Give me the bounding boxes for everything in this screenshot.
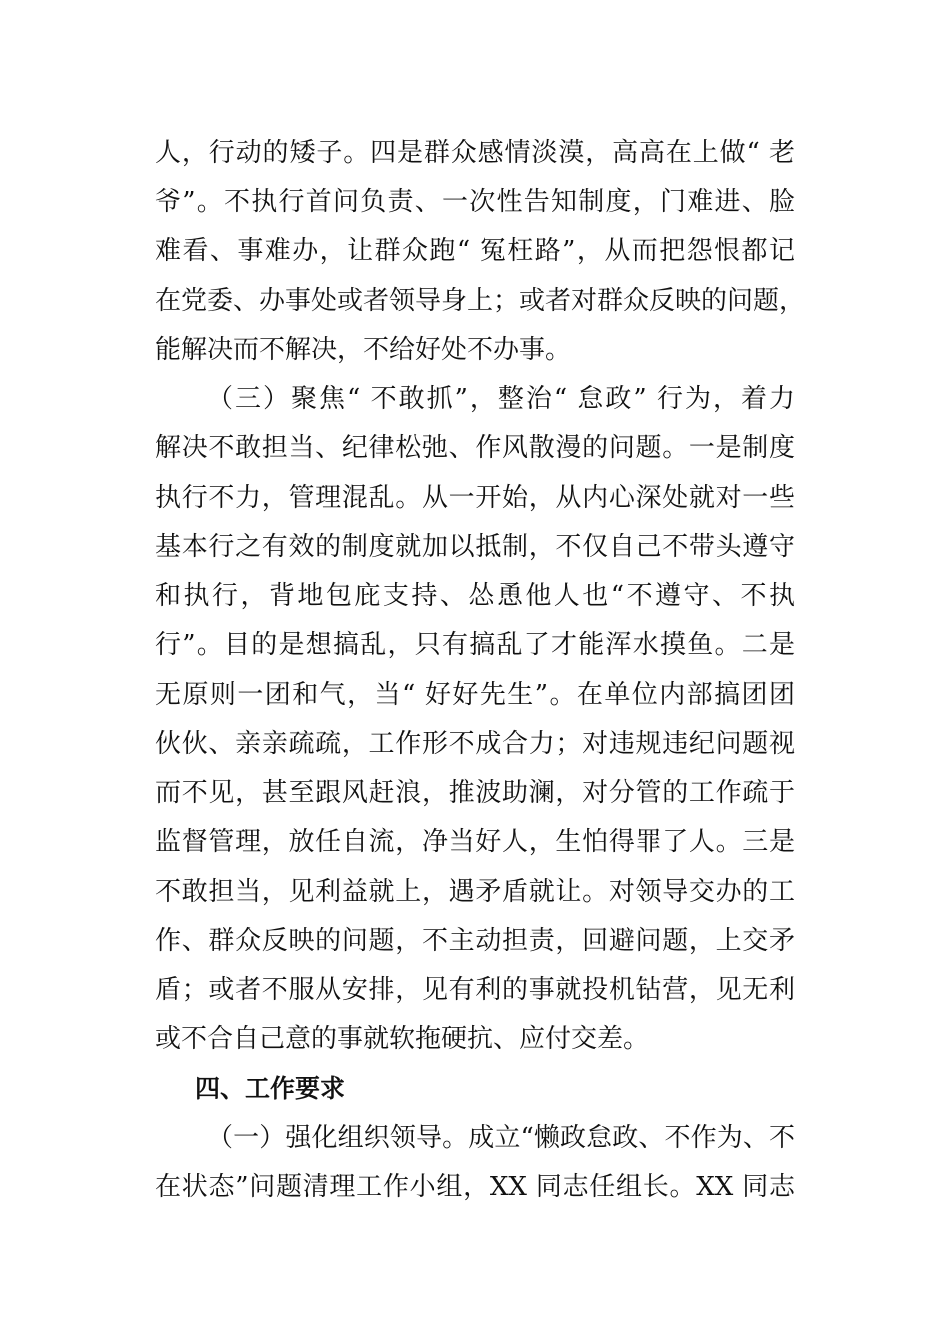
text-line: 执行不力，管理混乱。从一开始，从内心深处就对一些 bbox=[155, 483, 795, 513]
text-line: 盾；或者不服从安排，见有利的事就投机钻营，见无利 bbox=[155, 975, 795, 1005]
text-line: 在状态”问题清理工作小组，XX 同志任组长。XX 同志 bbox=[155, 1172, 795, 1202]
text-line: 不敢担当，见利益就上，遇矛盾就让。对领导交办的工 bbox=[155, 877, 795, 907]
section-heading: 四、工作要求 bbox=[195, 1074, 346, 1103]
text-line: 伙伙、亲亲疏疏，工作形不成合力；对违规违纪问题视 bbox=[155, 729, 795, 759]
paragraph-start-line: （一）强化组织领导。成立“懒政怠政、不作为、不 bbox=[207, 1123, 795, 1153]
text-line: 难看、事难办，让群众跑“ 冤枉路”，从而把怨恨都记 bbox=[155, 236, 795, 266]
text-line: 而不见，甚至跟风赶浪，推波助澜，对分管的工作疏于 bbox=[155, 778, 795, 808]
text-line: 作、群众反映的问题，不主动担责，回避问题，上交矛 bbox=[155, 926, 795, 956]
text-line: 人，行动的矮子。四是群众感情淡漠，高高在上做“ 老 bbox=[155, 138, 795, 168]
text-line: 行”。目的是想搞乱，只有搞乱了才能浑水摸鱼。二是 bbox=[155, 630, 795, 660]
text-line: 或不合自己意的事就软拖硬抗、应付交差。 bbox=[155, 1024, 650, 1054]
text-line: 能解决而不解决，不给好处不办事。 bbox=[155, 335, 572, 365]
paragraph-start-line: （三）聚焦“ 不敢抓”，整治“ 怠政” 行为，着力 bbox=[207, 384, 795, 414]
text-line: 在党委、办事处或者领导身上；或者对群众反映的问题， bbox=[155, 286, 806, 316]
text-line: 无原则一团和气，当“ 好好先生”。在单位内部搞团团 bbox=[155, 680, 795, 710]
text-line: 和执行，背地包庇支持、怂恿他人也“不遵守、不执 bbox=[155, 581, 795, 611]
text-line: 解决不敢担当、纪律松弛、作风散漫的问题。一是制度 bbox=[155, 433, 795, 463]
text-line: 爷”。不执行首问负责、一次性告知制度，门难进、脸 bbox=[155, 187, 795, 217]
text-line: 基本行之有效的制度就加以抵制，不仅自己不带头遵守 bbox=[155, 532, 795, 562]
text-line: 监督管理，放任自流，净当好人，生怕得罪了人。三是 bbox=[155, 827, 795, 857]
